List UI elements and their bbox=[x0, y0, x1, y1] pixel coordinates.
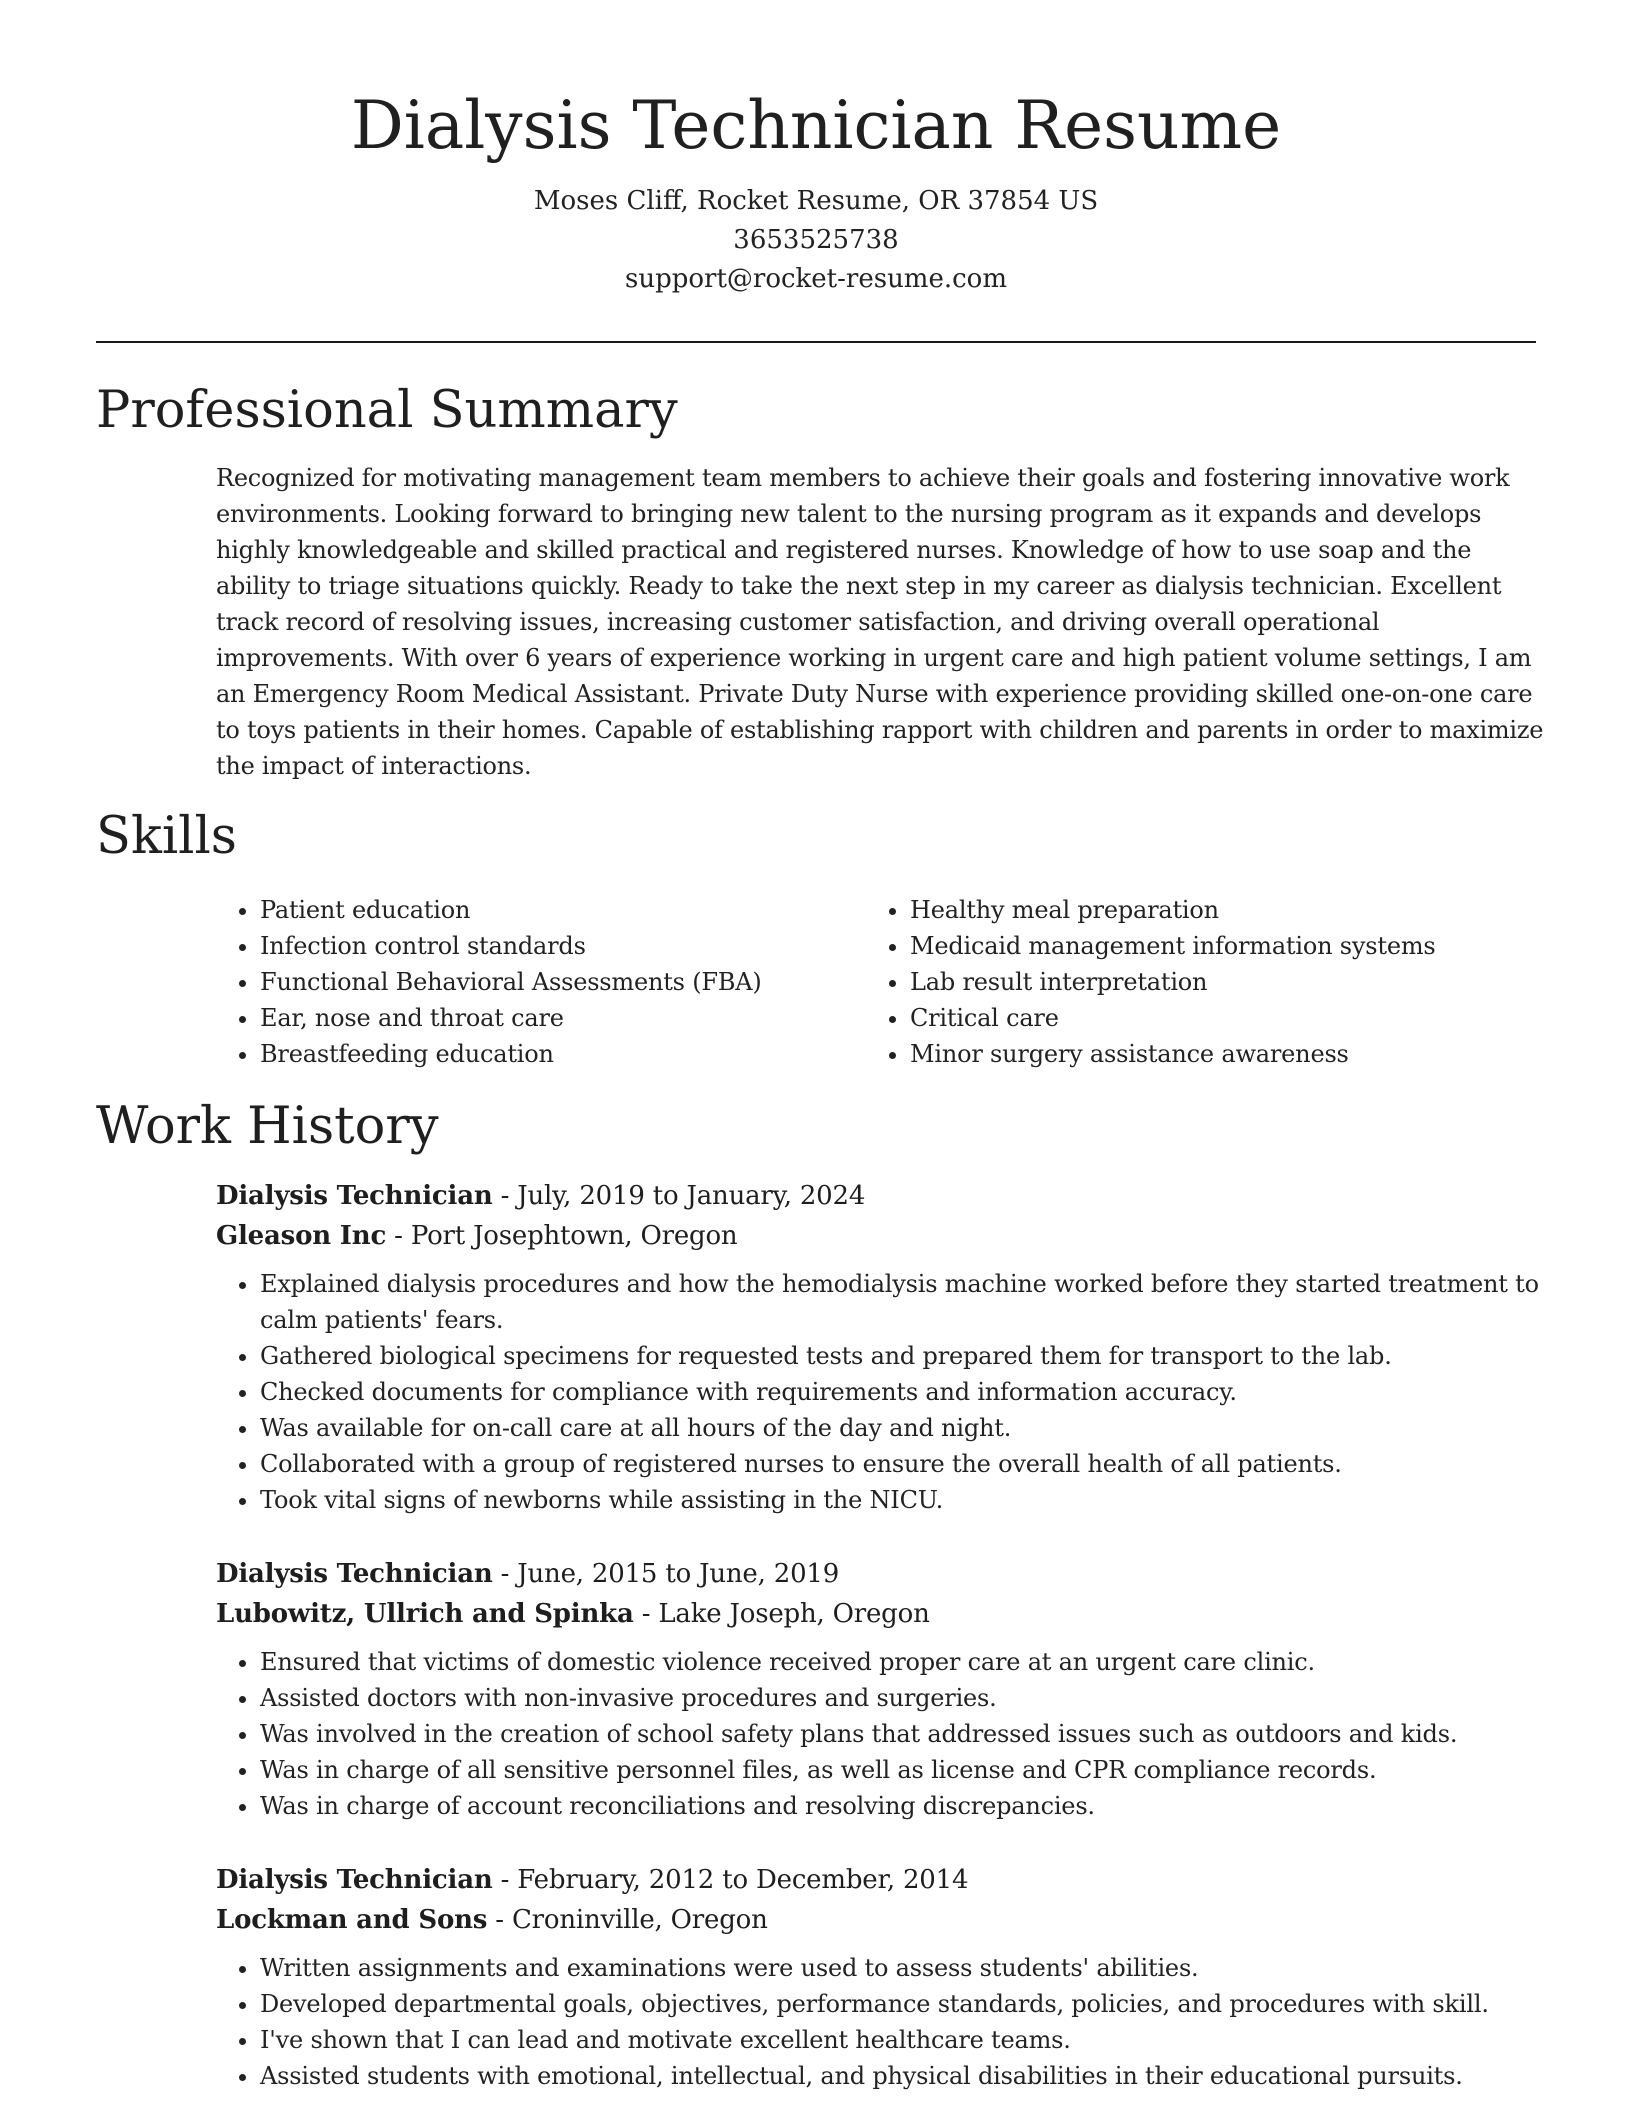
job-bullet: • Explained dialysis procedures and how the hemodialysis machine worked before they started treatment to calm patients' fears. bbox=[260, 1266, 1546, 1338]
skill-item: • Ear, nose and throat care bbox=[260, 1000, 866, 1036]
separator: - bbox=[492, 1865, 518, 1895]
separator: - bbox=[487, 1905, 512, 1935]
job-title-line bbox=[216, 1176, 1546, 1216]
job-bullet: • I've shown that I can lead and motivate excellent healthcare teams. bbox=[260, 2022, 1546, 2058]
job-bullet: • Collaborated with a group of registered nurses to ensure the overall health of all patients. bbox=[260, 1446, 1546, 1482]
resume-title: Dialysis Technician Resume bbox=[350, 87, 1282, 164]
work-history-heading: Work History bbox=[96, 1097, 439, 1156]
job-title: Dialysis Technician bbox=[216, 1181, 493, 1211]
job-title-line bbox=[216, 1860, 1546, 1900]
skill-item: • Medicaid management information systems bbox=[910, 928, 1516, 964]
separator: - bbox=[492, 1181, 518, 1211]
job-bullet: • Gathered biological specimens for requested tests and prepared them for transport to the lab. bbox=[260, 1338, 1546, 1374]
skills-column-right bbox=[866, 892, 1516, 1072]
job-title-line bbox=[216, 1554, 1546, 1594]
job-bullet: • Assisted doctors with non-invasive procedures and surgeries. bbox=[260, 1680, 1546, 1716]
summary-text: Recognized for motivating management team members to achieve their goals and fostering innovative work environments. Looking forward to bringing new talent to the nursing program as it expands and develops highly knowledgeable and skilled practical and registered nurses. Knowledge of how to use soap and the ability to triage situations quickly. Ready to take the next step in my career as dialysis technician. Excellent track record of resolving issues, increasing customer satisfaction, and driving overall operational improvements. With over 6 years of experience working in urgent care and high patient volume settings, I am an Emergency Room Medical Assistant. Private Duty Nurse with experience providing skilled one-on-one care to toys patients in their homes. Capable of establishing rapport with children and parents in order to maximize the impact of interactions. bbox=[216, 464, 1544, 780]
contact-address: Moses Cliff, Rocket Resume, OR 37854 US bbox=[533, 186, 1099, 216]
job-bullet: • Was available for on-call care at all hours of the day and night. bbox=[260, 1410, 1546, 1446]
resume-header bbox=[0, 0, 1632, 299]
job-bullet: • Assisted students with emotional, intellectual, and physical disabilities in their educational pursuits. bbox=[260, 2058, 1546, 2094]
contact-phone: 3653525738 bbox=[733, 225, 899, 255]
job-bullet: • Was in charge of all sensitive personnel files, as well as license and CPR compliance records. bbox=[260, 1752, 1546, 1788]
job-company-line bbox=[216, 1594, 1546, 1634]
job-bullet: • Was in charge of account reconciliations and resolving discrepancies. bbox=[260, 1788, 1546, 1824]
job-bullets bbox=[216, 1644, 1546, 1824]
skill-item: • Lab result interpretation bbox=[910, 964, 1516, 1000]
job-bullets bbox=[216, 1266, 1546, 1518]
contact-email: support@rocket-resume.com bbox=[624, 264, 1007, 294]
job-company: Gleason Inc bbox=[216, 1221, 387, 1251]
job-location: Croninville, Oregon bbox=[511, 1905, 768, 1935]
job-dates: February, 2012 to December, 2014 bbox=[517, 1865, 969, 1895]
skills-list bbox=[216, 892, 1536, 1072]
job-location: Lake Joseph, Oregon bbox=[658, 1599, 930, 1629]
job-location: Port Josephtown, Oregon bbox=[410, 1221, 738, 1251]
skill-item: • Healthy meal preparation bbox=[910, 892, 1516, 928]
job-company: Lubowitz, Ullrich and Spinka bbox=[216, 1599, 634, 1629]
skill-item: • Breastfeeding education bbox=[260, 1036, 866, 1072]
job-bullet: • Took vital signs of newborns while assisting in the NICU. bbox=[260, 1482, 1546, 1518]
job-title: Dialysis Technician bbox=[216, 1559, 493, 1589]
job-bullet: • Was involved in the creation of school safety plans that addressed issues such as outdoors and kids. bbox=[260, 1716, 1546, 1752]
job-bullets bbox=[216, 1950, 1546, 2094]
job-entry bbox=[216, 1860, 1546, 2094]
job-dates: June, 2015 to June, 2019 bbox=[517, 1559, 840, 1589]
skill-item: • Minor surgery assistance awareness bbox=[910, 1036, 1516, 1072]
contact-block bbox=[0, 182, 1632, 299]
skill-item: • Critical care bbox=[910, 1000, 1516, 1036]
job-company-line bbox=[216, 1900, 1546, 1940]
job-bullet: • Ensured that victims of domestic violence received proper care at an urgent care clinic. bbox=[260, 1644, 1546, 1680]
separator: - bbox=[492, 1559, 518, 1589]
job-title: Dialysis Technician bbox=[216, 1865, 493, 1895]
job-company-line bbox=[216, 1216, 1546, 1256]
skill-item: • Functional Behavioral Assessments (FBA) bbox=[260, 964, 866, 1000]
skills-heading: Skills bbox=[96, 807, 237, 866]
job-bullet: • Checked documents for compliance with requirements and information accuracy. bbox=[260, 1374, 1546, 1410]
separator: - bbox=[386, 1221, 411, 1251]
header-divider bbox=[96, 341, 1536, 343]
skills-column-left bbox=[216, 892, 866, 1072]
job-bullet: • Written assignments and examinations were used to assess students' abilities. bbox=[260, 1950, 1546, 1986]
job-company: Lockman and Sons bbox=[216, 1905, 488, 1935]
skill-item: • Infection control standards bbox=[260, 928, 866, 964]
job-entry bbox=[216, 1554, 1546, 1824]
job-dates: July, 2019 to January, 2024 bbox=[517, 1181, 866, 1211]
separator: - bbox=[633, 1599, 659, 1629]
job-bullet: • Developed departmental goals, objectives, performance standards, policies, and procedures with skill. bbox=[260, 1986, 1546, 2022]
summary-heading: Professional Summary bbox=[96, 381, 678, 440]
skill-item: • Patient education bbox=[260, 892, 866, 928]
job-entry bbox=[216, 1176, 1546, 1518]
